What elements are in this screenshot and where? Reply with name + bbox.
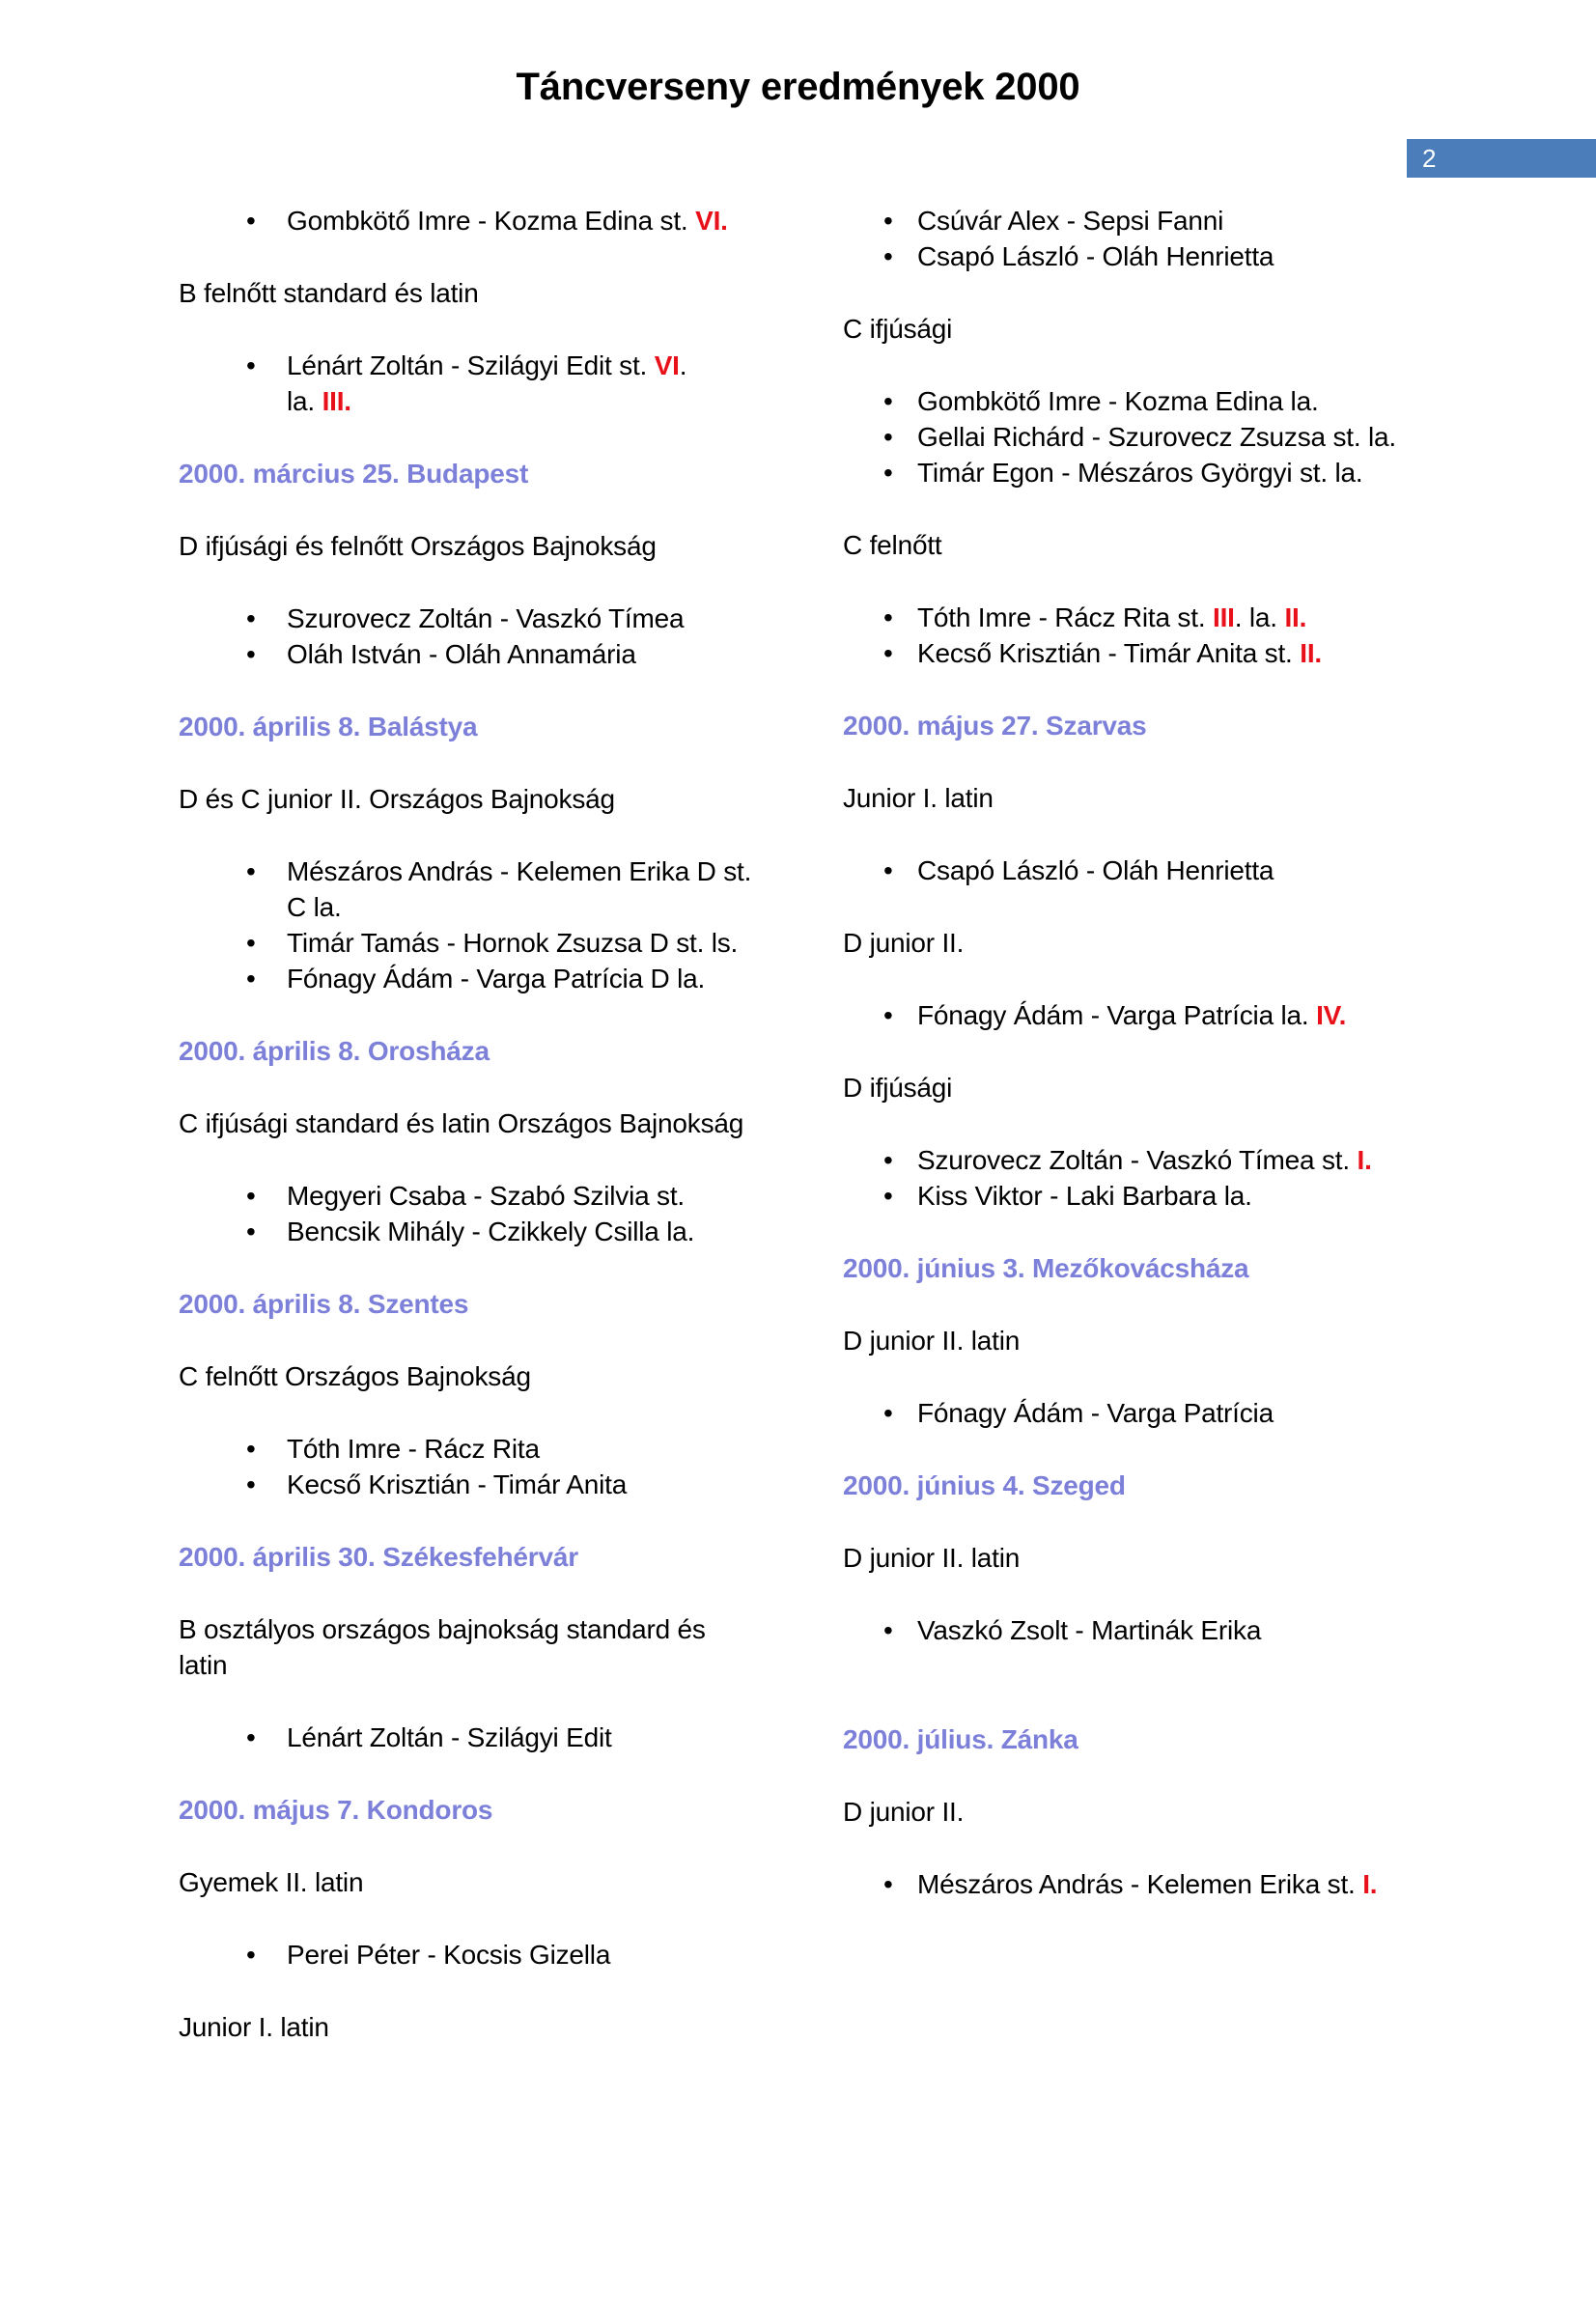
- couple-result-list: [246, 1720, 758, 1755]
- date-location-heading: 2000. április 8. Orosháza: [179, 1036, 490, 1066]
- couple-result-list: [246, 853, 758, 996]
- list-item: [246, 1467, 758, 1502]
- text-line: [917, 1178, 1466, 1214]
- date-location-heading: 2000. április 8. Balástya: [179, 712, 478, 741]
- text-segment: Kiss Viktor - Laki Barbara la.: [917, 1181, 1252, 1211]
- text-line: D junior II.: [843, 1797, 965, 1827]
- text-segment: Timár Tamás - Hornok Zsuzsa D st. ls.: [287, 928, 739, 958]
- category-label: [843, 1540, 1466, 1576]
- text-segment: Kecső Krisztián - Timár Anita st.: [917, 638, 1301, 668]
- text-segment: Lénárt Zoltán - Szilágyi Edit: [287, 1722, 612, 1752]
- two-column-layout: [179, 203, 1596, 2082]
- text-line: C felnőtt Országos Bajnokság: [179, 1361, 531, 1391]
- list-item: [883, 1612, 1466, 1648]
- date-location-heading: 2000. április 8. Szentes: [179, 1289, 469, 1319]
- text-segment: Szurovecz Zoltán - Vaszkó Tímea st.: [917, 1145, 1358, 1175]
- date-location-heading: 2000. március 25. Budapest: [179, 459, 529, 489]
- list-item: [883, 455, 1466, 490]
- couple-result-list: [883, 853, 1466, 888]
- category-label: [179, 528, 758, 564]
- text-line: [287, 1214, 758, 1249]
- text-line: [287, 1937, 758, 1972]
- text-segment: Fónagy Ádám - Varga Patrícia la.: [917, 1000, 1317, 1030]
- couple-result-list: [883, 600, 1466, 671]
- result-rank-highlight: III: [1212, 602, 1235, 632]
- list-item: [883, 238, 1466, 274]
- list-item: [246, 1214, 758, 1249]
- couple-result-list: [883, 1866, 1466, 1902]
- list-item: [246, 203, 758, 238]
- couple-result-list: [246, 348, 758, 419]
- category-label: [179, 275, 758, 311]
- list-item: [883, 383, 1466, 419]
- text-line: [287, 1467, 758, 1502]
- category-label: [843, 527, 1466, 563]
- page-number-badge: [1407, 139, 1596, 178]
- text-segment: Mészáros András - Kelemen Erika st.: [917, 1869, 1363, 1899]
- text-line: [287, 1178, 758, 1214]
- text-line: [917, 1142, 1466, 1178]
- text-line: [917, 238, 1466, 274]
- text-segment: Csapó László - Oláh Henrietta: [917, 855, 1274, 885]
- text-line: [917, 1395, 1466, 1431]
- list-item: [246, 961, 758, 996]
- text-segment: Oláh István - Oláh Annamária: [287, 639, 636, 669]
- list-item: [246, 925, 758, 961]
- category-label: [843, 780, 1466, 816]
- text-line: [917, 635, 1466, 671]
- text-segment: Kecső Krisztián - Timár Anita: [287, 1469, 628, 1499]
- text-line: B felnőtt standard és latin: [179, 278, 479, 308]
- list-item: [246, 636, 758, 672]
- page-title: Táncverseny eredmények 2000: [516, 66, 1080, 108]
- text-line: [917, 997, 1466, 1033]
- text-line: D junior II. latin: [843, 1543, 1021, 1573]
- list-item: [883, 997, 1466, 1033]
- list-item: [246, 1720, 758, 1755]
- category-label: [843, 925, 1466, 961]
- text-line: C ifjúsági: [843, 314, 953, 344]
- text-segment: Vaszkó Zsolt - Martinák Erika: [917, 1615, 1262, 1645]
- text-line: [287, 925, 758, 961]
- text-line: B osztályos országos bajnokság standard és: [179, 1614, 706, 1644]
- category-label: [843, 1323, 1466, 1358]
- text-line: D ifjúsági: [843, 1073, 953, 1103]
- date-location-heading: 2000. május 7. Kondoros: [179, 1795, 493, 1825]
- list-item: [883, 203, 1466, 238]
- page-number: 2: [1422, 143, 1437, 173]
- text-segment: Bencsik Mihály - Czikkely Csilla la.: [287, 1217, 695, 1246]
- text-line: [287, 889, 758, 925]
- result-rank-highlight: VI: [654, 350, 680, 380]
- text-segment: Tóth Imre - Rácz Rita st.: [917, 602, 1213, 632]
- couple-result-list: [883, 1395, 1466, 1431]
- text-segment: Szurovecz Zoltán - Vaszkó Tímea: [287, 603, 685, 633]
- text-segment: . la.: [1234, 602, 1285, 632]
- text-segment: Mészáros András - Kelemen Erika D st.: [287, 856, 752, 886]
- result-rank-highlight: II.: [1300, 638, 1322, 668]
- category-label: [843, 1070, 1466, 1105]
- text-line: [917, 853, 1466, 888]
- text-segment: C la.: [287, 892, 342, 922]
- text-segment: Perei Péter - Kocsis Gizella: [287, 1940, 611, 1970]
- text-segment: Gellai Richárd - Szurovecz Zsuzsa st. la.: [917, 422, 1396, 452]
- date-location-heading: 2000. június 4. Szeged: [843, 1470, 1126, 1500]
- couple-result-list: [246, 1937, 758, 1972]
- text-line: [287, 203, 758, 238]
- text-line: Junior I. latin: [843, 783, 994, 813]
- text-segment: Fónagy Ádám - Varga Patrícia: [917, 1398, 1274, 1428]
- text-line: [917, 1612, 1466, 1648]
- text-segment: Timár Egon - Mészáros Györgyi st. la.: [917, 458, 1363, 488]
- text-line: latin: [179, 1650, 228, 1680]
- result-rank-highlight: I.: [1362, 1869, 1378, 1899]
- text-line: [287, 961, 758, 996]
- text-segment: Gombkötő Imre - Kozma Edina la.: [917, 386, 1319, 416]
- text-line: [917, 600, 1466, 635]
- text-line: D junior II.: [843, 928, 965, 958]
- list-item: [246, 348, 758, 419]
- couple-result-list: [883, 1612, 1466, 1648]
- category-label: [179, 1105, 758, 1141]
- couple-result-list: [883, 203, 1466, 274]
- couple-result-list: [883, 997, 1466, 1033]
- text-segment: Megyeri Csaba - Szabó Szilvia st.: [287, 1181, 686, 1211]
- result-rank-highlight: I.: [1357, 1145, 1372, 1175]
- text-line: [287, 348, 758, 383]
- text-line: [917, 203, 1466, 238]
- list-item: [883, 1142, 1466, 1178]
- list-item: [883, 1866, 1466, 1902]
- list-item: [883, 600, 1466, 635]
- couple-result-list: [246, 601, 758, 672]
- list-item: [246, 1431, 758, 1467]
- text-line: D junior II. latin: [843, 1326, 1021, 1356]
- list-item: [246, 1178, 758, 1214]
- list-item: [246, 1937, 758, 1972]
- list-item: [883, 419, 1466, 455]
- date-location-heading: 2000. április 30. Székesfehérvár: [179, 1542, 578, 1572]
- category-label: [843, 311, 1466, 347]
- list-item: [883, 1395, 1466, 1431]
- text-segment: Csapó László - Oláh Henrietta: [917, 241, 1274, 271]
- text-line: [917, 383, 1466, 419]
- result-rank-highlight: IV.: [1316, 1000, 1347, 1030]
- text-line: Gyemek II. latin: [179, 1867, 364, 1897]
- column-right: [843, 203, 1466, 1939]
- result-rank-highlight: III.: [322, 386, 351, 416]
- text-segment: la.: [287, 386, 322, 416]
- couple-result-list: [246, 1431, 758, 1502]
- couple-result-list: [883, 1142, 1466, 1214]
- text-line: [917, 455, 1466, 490]
- category-label: [179, 1358, 758, 1394]
- column-left: [179, 203, 758, 2082]
- list-item: [246, 853, 758, 925]
- list-item: [246, 601, 758, 636]
- text-line: C ifjúsági standard és latin Országos Bajnokság: [179, 1108, 744, 1138]
- text-line: [287, 1431, 758, 1467]
- category-label: [179, 1611, 758, 1683]
- text-line: D ifjúsági és felnőtt Országos Bajnokság: [179, 531, 657, 561]
- list-item: [883, 853, 1466, 888]
- text-segment: .: [679, 350, 687, 380]
- text-segment: Tóth Imre - Rácz Rita: [287, 1434, 540, 1464]
- category-label: [179, 2009, 758, 2045]
- text-line: [287, 1720, 758, 1755]
- date-location-heading: 2000. május 27. Szarvas: [843, 711, 1147, 741]
- couple-result-list: [246, 203, 758, 238]
- result-rank-highlight: VI.: [695, 206, 728, 236]
- text-segment: Gombkötő Imre - Kozma Edina st.: [287, 206, 696, 236]
- text-segment: Fónagy Ádám - Varga Patrícia D la.: [287, 964, 706, 993]
- text-line: C felnőtt: [843, 530, 942, 560]
- date-location-heading: 2000. június 3. Mezőkovácsháza: [843, 1253, 1249, 1283]
- couple-result-list: [246, 1178, 758, 1249]
- text-segment: Lénárt Zoltán - Szilágyi Edit st.: [287, 350, 655, 380]
- text-line: [287, 853, 758, 889]
- date-location-heading: 2000. július. Zánka: [843, 1724, 1078, 1754]
- couple-result-list: [883, 383, 1466, 490]
- result-rank-highlight: II.: [1284, 602, 1307, 632]
- document-page: [0, 64, 1596, 2082]
- list-item: [883, 1178, 1466, 1214]
- category-label: [179, 1864, 758, 1900]
- category-label: [843, 1794, 1466, 1830]
- text-line: [917, 419, 1466, 455]
- category-label: [179, 781, 758, 817]
- text-line: [287, 601, 758, 636]
- text-line: [287, 636, 758, 672]
- text-line: Junior I. latin: [179, 2012, 329, 2042]
- text-line: D és C junior II. Országos Bajnokság: [179, 784, 615, 814]
- text-segment: Csúvár Alex - Sepsi Fanni: [917, 206, 1224, 236]
- list-item: [883, 635, 1466, 671]
- text-line: [917, 1866, 1466, 1902]
- text-line: [287, 383, 758, 419]
